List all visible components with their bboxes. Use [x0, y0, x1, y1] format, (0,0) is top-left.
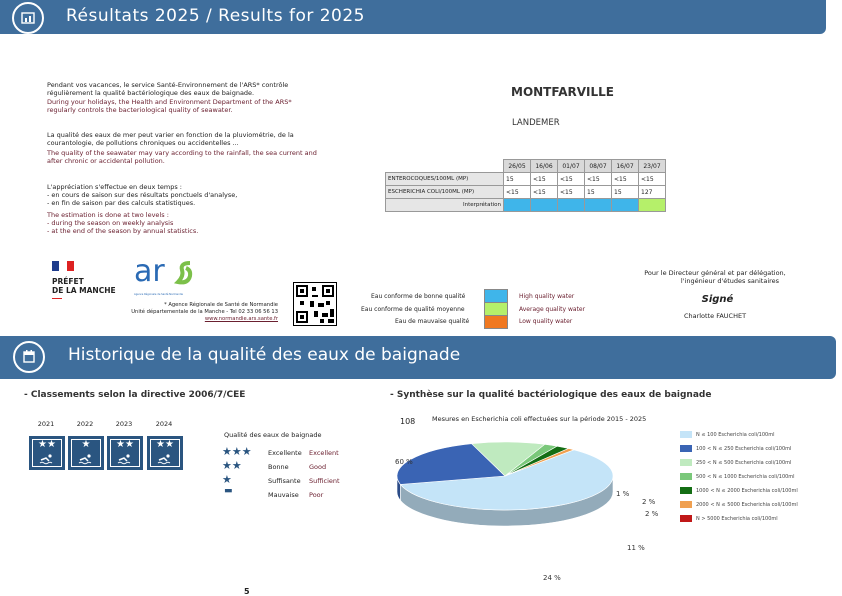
year-label: 2023: [115, 420, 133, 428]
intro-en-3: The estimation is done at two levels : - during the season on weekly analysis - at the end of the season by annual statistics.: [47, 211, 199, 235]
quality-legend-fr-1: Eau conforme de qualité moyenne: [361, 306, 465, 313]
interpretation-cell: [639, 199, 666, 212]
history-banner-title: Historique de la qualité des eaux de baignade: [68, 345, 461, 365]
classification-legend-stars: ★: [222, 473, 232, 486]
pie-legend-label: N ≤ 100 Escherichia coli/100ml: [696, 432, 775, 438]
agency-note: * Agence Régionale de Santé de Normandie Unité départementale de la Manche - Tel 02 33 06 56 13 www.normandie.ars.sante.fr: [128, 302, 278, 323]
value-cell: <15: [612, 173, 639, 186]
pie-percent-label: 11 %: [627, 544, 645, 552]
swimmer-icon: [117, 454, 133, 465]
classification-badge: [68, 436, 104, 470]
page-number: 5: [244, 587, 250, 596]
signature-block: [630, 269, 800, 320]
intro-fr-1: Pendant vos vacances, le service Santé-Environnement de l'ARS* contrôle régulièrement la qualité bactériologique des eaux de baignade.: [47, 81, 289, 97]
quality-legend-fr-2: Eau de mauvaise qualité: [395, 318, 470, 325]
marianne-flag-icon: [52, 261, 74, 271]
date-cell: 16/06: [531, 160, 558, 173]
pie-percent-label: 60 %: [395, 458, 413, 466]
interpretation-cell: [531, 199, 558, 212]
badge-stars: ★★: [156, 439, 174, 450]
value-cell: 15: [504, 173, 531, 186]
pie-legend-swatch: [680, 445, 692, 452]
row-label: ESCHERICHIA COLI/100ML (MP): [386, 186, 504, 199]
pie-percent-label: 2 %: [645, 510, 659, 518]
pie-percent-label: 1 %: [616, 490, 630, 498]
table-row: [386, 186, 666, 199]
classification-legend-fr: Suffisante: [268, 477, 301, 485]
results-table: [385, 159, 666, 212]
classification-legend-fr: Excellente: [268, 449, 302, 457]
date-cell: 16/07: [612, 160, 639, 173]
pie-legend-label: N > 5000 Escherichia coli/100ml: [696, 516, 778, 522]
value-cell: <15: [531, 186, 558, 199]
quality-swatch: [484, 289, 508, 303]
synthese-heading: - Synthèse sur la qualité bactériologique des eaux de baignade: [390, 390, 712, 400]
ars-logo: [134, 255, 204, 295]
classification-legend-stars: ★★: [222, 459, 242, 472]
value-cell: <15: [504, 186, 531, 199]
pie-legend-label: 1000 < N ≤ 2000 Escherichia coli/100ml: [696, 488, 798, 494]
value-cell: 15: [585, 186, 612, 199]
date-cell: 01/07: [558, 160, 585, 173]
value-cell: 15: [612, 186, 639, 199]
beach-name: LANDEMER: [512, 118, 560, 128]
interpretation-cell: [558, 199, 585, 212]
prefet-logo-line2: DE LA MANCHE: [52, 286, 116, 295]
date-cell: 26/05: [504, 160, 531, 173]
year-label: 2021: [37, 420, 55, 428]
value-cell: <15: [558, 186, 585, 199]
quality-legend-en-1: Average quality water: [519, 306, 586, 313]
row-label: ENTEROCOQUES/100ML (MP): [386, 173, 504, 186]
pie-legend-swatch: [680, 515, 692, 522]
interpretation-cell: [585, 199, 612, 212]
intro-en-1: During your holidays, the Health and Environment Department of the ARS* regularly controls the bacteriological quality of seawater.: [47, 98, 292, 114]
interpretation-label: Interprétation: [386, 199, 504, 212]
classification-legend-en: Excellent: [309, 449, 339, 457]
results-banner-title: Résultats 2025 / Results for 2025: [66, 6, 366, 26]
chart-title: Mesures en Escherichia coli effectuées sur la période 2015 - 2025: [432, 415, 647, 423]
pie-legend-label: 2000 < N ≤ 5000 Escherichia coli/100ml: [696, 502, 798, 508]
results-header-row: [386, 160, 666, 173]
calendar-icon: [13, 341, 45, 373]
history-banner: [0, 336, 836, 379]
quality-swatch: [484, 302, 508, 316]
badge-stars: ★★: [38, 439, 56, 450]
classification-legend-stars: ▬: [224, 486, 233, 496]
pie-legend-swatch: [680, 501, 692, 508]
classification-legend-en: Good: [309, 463, 327, 471]
interpretation-cell: [504, 199, 531, 212]
commune-name: MONTFARVILLE: [511, 85, 614, 99]
classification-badge: [29, 436, 65, 470]
interpretation-cell: [612, 199, 639, 212]
pie-legend-swatch: [680, 459, 692, 466]
swimmer-icon: [78, 454, 94, 465]
swimmer-icon: [157, 454, 173, 465]
swimmer-icon: [39, 454, 55, 465]
interpretation-row: [386, 199, 666, 212]
pie-percent-label: 24 %: [543, 574, 561, 582]
pie-legend-label: 250 < N ≤ 500 Escherichia coli/100ml: [696, 460, 792, 466]
ars-logo-mark: ar: [134, 254, 165, 289]
value-cell: 127: [639, 186, 666, 199]
classification-badge: [147, 436, 183, 470]
classification-legend-en: Poor: [309, 491, 324, 499]
qr-code[interactable]: [293, 282, 337, 326]
intro-fr-2: La qualité des eaux de mer peut varier en fonction de la pluviométrie, de la courantologie, de pollutions chroniques ou accidentelles ...: [47, 131, 294, 147]
pie-legend: [676, 428, 826, 528]
signature-line2: l'ingénieur d'études sanitaires: [680, 277, 780, 285]
badge-stars: ★: [81, 439, 91, 450]
badge-stars: ★★: [116, 439, 134, 450]
prefet-logo: [52, 256, 116, 299]
date-cell: 23/07: [639, 160, 666, 173]
value-cell: <15: [531, 173, 558, 186]
chart-icon: [12, 2, 44, 34]
intro-en-2: The quality of the seawater may vary according to the rainfall, the sea current and after chronic or accidental pollution.: [47, 149, 317, 165]
pie-legend-label: 500 < N ≤ 1000 Escherichia coli/100ml: [696, 474, 795, 480]
date-cell: 08/07: [585, 160, 612, 173]
ars-website-link[interactable]: www.normandie.ars.sante.fr: [204, 316, 278, 322]
quality-legend-fr-0: Eau conforme de bonne qualité: [371, 293, 466, 300]
classification-legend-en: Sufficient: [309, 477, 340, 485]
pie-percent-label: 2 %: [642, 498, 656, 506]
prefet-logo-line1: PRÉFET: [52, 277, 84, 286]
value-cell: <15: [639, 173, 666, 186]
measurement-count: 108: [400, 417, 416, 426]
ars-logo-sub: Agence Régionale de Santé Normandie: [134, 293, 183, 296]
classification-legend-stars: ★★★: [222, 445, 252, 458]
classements-heading: - Classements selon la directive 2006/7/CEE: [24, 390, 246, 400]
classification-legend-fr: Bonne: [268, 463, 289, 471]
pie-legend-swatch: [680, 473, 692, 480]
classification-legend-title: Qualité des eaux de baignade: [224, 431, 322, 439]
pie-chart: [385, 428, 675, 582]
intro-fr-3: L'appréciation s'effectue en deux temps : - en cours de saison sur des résultats ponctuels d'analyse, - en fin de saison par des calculs statistiques.: [47, 183, 238, 207]
pie-legend-swatch: [680, 431, 692, 438]
value-cell: <15: [558, 173, 585, 186]
year-label: 2024: [155, 420, 173, 428]
pie-legend-label: 100 < N ≤ 250 Escherichia coli/100ml: [696, 446, 792, 452]
pie-legend-swatch: [680, 487, 692, 494]
signature-signed: Signé: [701, 294, 734, 305]
value-cell: <15: [585, 173, 612, 186]
table-row: [386, 173, 666, 186]
quality-legend-en-0: High quality water: [519, 293, 575, 300]
signature-line1: Pour le Directeur général et par délégation,: [644, 269, 786, 277]
classification-badge: [107, 436, 143, 470]
quality-swatch: [484, 315, 508, 329]
signature-name: Charlotte FAUCHET: [683, 312, 747, 320]
year-label: 2022: [76, 420, 94, 428]
classification-legend-fr: Mauvaise: [268, 491, 299, 499]
quality-legend-en-2: Low quality water: [519, 318, 573, 325]
results-banner: [0, 0, 826, 34]
